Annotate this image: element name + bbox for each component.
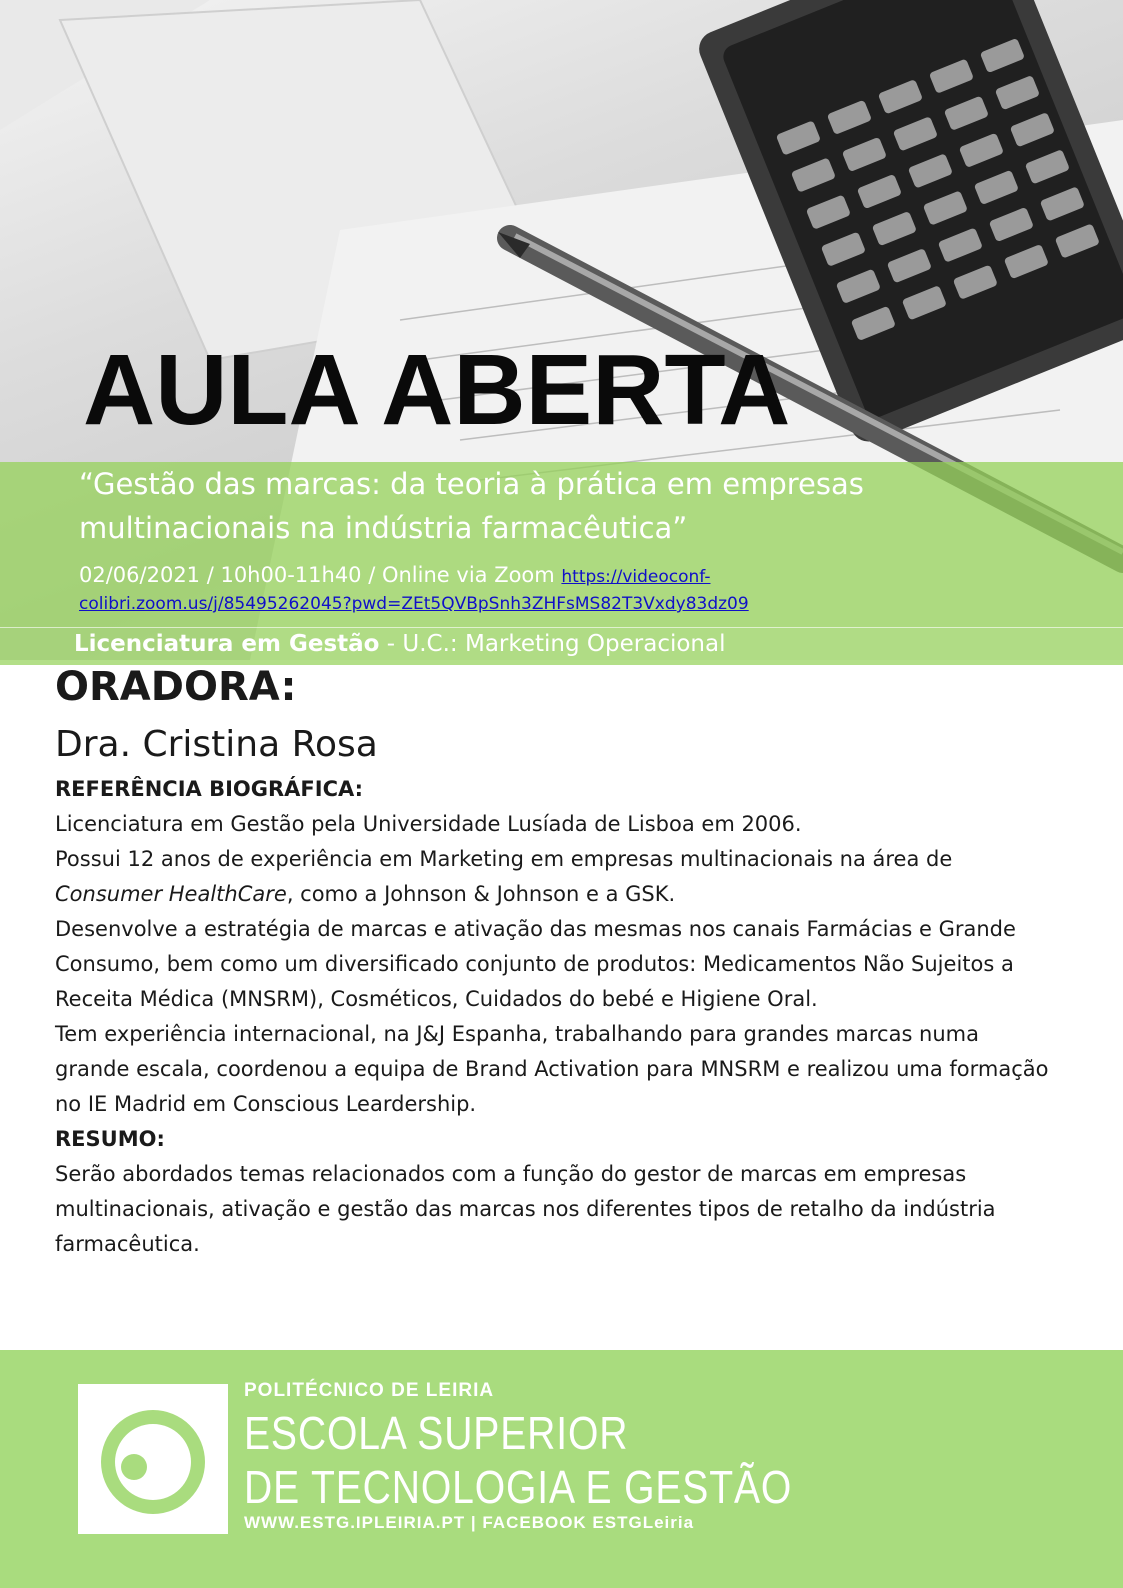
institution-name: POLITÉCNICO DE LEIRIA	[244, 1380, 495, 1401]
speaker-bio-section	[55, 772, 1060, 1262]
school-name-line-1: ESCOLA SUPERIOR	[244, 1407, 629, 1459]
bio-paragraph-2-start: Possui 12 anos de experiência em Marketing em empresas multinacionais na área de	[55, 847, 953, 871]
course-info	[74, 626, 726, 662]
event-details	[79, 562, 1079, 590]
school-logo	[78, 1384, 228, 1534]
summary-text: Serão abordados temas relacionados com a função do gestor de marcas em empresas multinacionais, ativação e gestão das marcas nos diferentes tipos de retalho da indústria farmacêutica.	[55, 1162, 996, 1256]
school-web-social: WWW.ESTG.IPLEIRIA.PT | FACEBOOK ESTGLeiria	[244, 1513, 695, 1532]
subtitle-line-2: multinacionais na indústria farmacêutica”	[79, 511, 688, 545]
school-name-line-2: DE TECNOLOGIA E GESTÃO	[244, 1461, 793, 1513]
zoom-link-continued[interactable]: colibri.zoom.us/j/85495262045?pwd=ZEt5QVBpSnh3ZHFsMS82T3Vxdy83dz09	[79, 594, 749, 614]
bio-paragraph-2-end: , como a Johnson & Johnson e a GSK.	[286, 882, 676, 906]
course-name: Licenciatura em Gestão	[74, 631, 380, 657]
eye-logo-icon	[78, 1384, 228, 1534]
speaker-label: ORADORA:	[55, 664, 297, 710]
bio-paragraph-3: Desenvolve a estratégia de marcas e ativação das mesmas nos canais Farmácias e Grande Consumo, bem como um diversificado conjunto de produtos: Medicamentos Não Sujeitos a Receita Médica (MNSRM), Cosméticos, Cuidados do bebé e Higiene Oral.	[55, 917, 1016, 1011]
zoom-link[interactable]: https://videoconf-	[561, 567, 711, 587]
page-title: AULA ABERTA	[83, 334, 791, 446]
lecture-subtitle	[79, 462, 1059, 550]
event-date-time: 02/06/2021 / 10h00-11h40 / Online via Zoom	[79, 563, 562, 587]
bio-paragraph-4: Tem experiência internacional, na J&J Espanha, trabalhando para grandes marcas numa grande escala, coordenou a equipa de Brand Activation para MNSRM e realizou uma formação no IE Madrid em Conscious Leardership.	[55, 1022, 1049, 1116]
bio-paragraph-2	[55, 842, 1060, 912]
course-unit: U.C.: Marketing Operacional	[402, 631, 726, 657]
summary-heading: RESUMO:	[55, 1127, 165, 1151]
bio-paragraph-2-italic: Consumer HealthCare	[55, 882, 287, 906]
bio-heading: REFERÊNCIA BIOGRÁFICA:	[55, 777, 364, 801]
subtitle-line-1: “Gestão das marcas: da teoria à prática em empresas	[79, 467, 864, 501]
course-separator: -	[379, 631, 403, 657]
speaker-name: Dra. Cristina Rosa	[55, 724, 378, 765]
bio-paragraph-1: Licenciatura em Gestão pela Universidade Lusíada de Lisboa em 2006.	[55, 812, 802, 836]
